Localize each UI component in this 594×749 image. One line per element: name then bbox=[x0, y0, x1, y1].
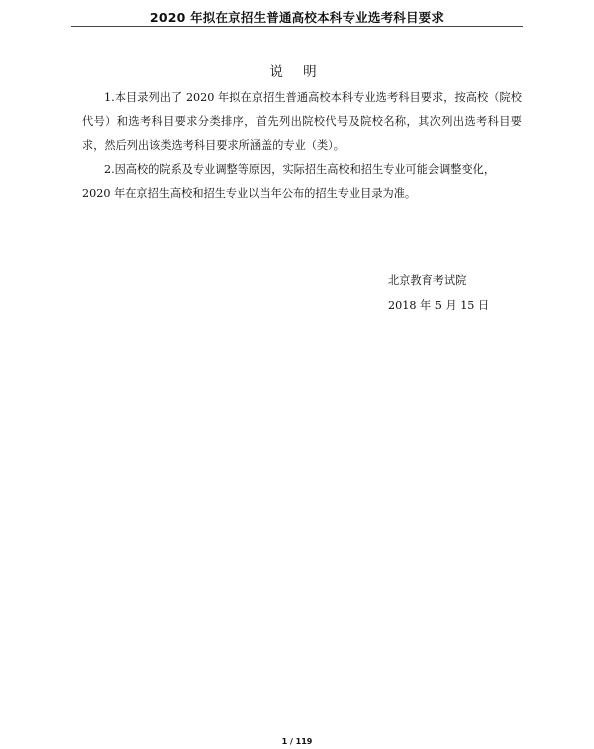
signature-organization: 北京教育考试院 bbox=[388, 274, 467, 287]
signature-block bbox=[388, 268, 489, 318]
body-text bbox=[82, 86, 522, 206]
paragraph-2: 2.因高校的院系及专业调整等原因，实际招生高校和招生专业可能会调整变化， bbox=[104, 163, 496, 176]
paragraph-1: 1.本目录列出了 2020 年拟在京招生普通高校本科专业选考科目要求，按高校（院校代号）和选考科目要求分类排序，首先列出院校代号及院校名称，其次列出选考科目要求，然后列出该类选考科目要求所涵盖的专业（类）。 bbox=[82, 91, 522, 152]
running-header: 2020 年拟在京招生普通高校本科专业选考科目要求 bbox=[149, 10, 445, 25]
paragraph-2-continuation: 2020 年在京招生高校和招生专业以当年公布的招生专业目录为准。 bbox=[82, 187, 417, 200]
page-number: 1 / 119 bbox=[281, 737, 313, 746]
header-rule bbox=[71, 26, 523, 27]
signature-date: 2018 年 5 月 15 日 bbox=[388, 299, 490, 312]
document-title: 说 明 bbox=[269, 64, 325, 80]
